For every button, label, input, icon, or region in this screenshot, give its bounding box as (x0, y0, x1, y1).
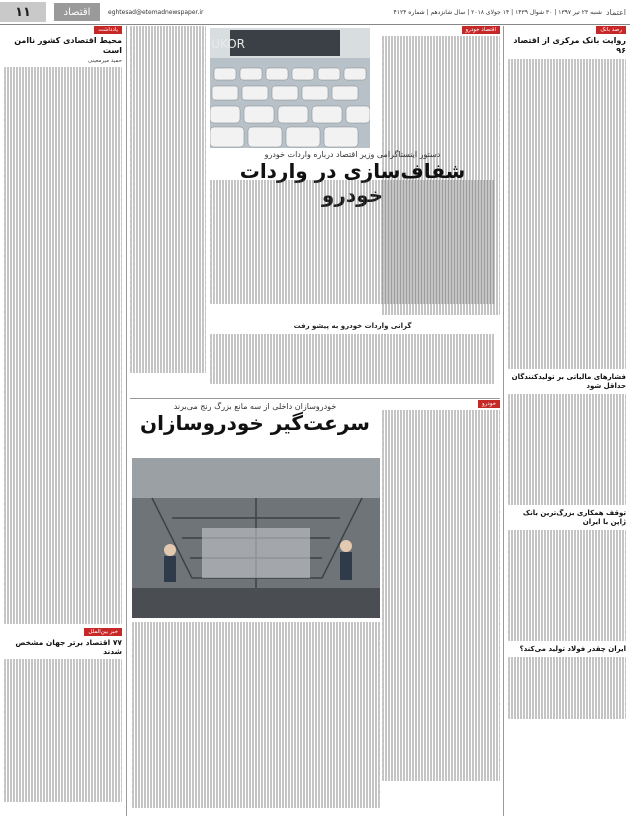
left-bottom-headline: ۷۷ اقتصاد برتر جهان مشخص شدند (15, 638, 122, 657)
cars-photo (210, 28, 370, 148)
masthead (0, 0, 630, 25)
article-body (508, 530, 626, 641)
dateline: شنبه ۲۳ تیر ۱۳۹۷ | ۳۰ شوال ۱۴۳۹ | ۱۴ جولای ۲۰۱۸ | سال شانزدهم | شماره ۴۱۲۴ (393, 8, 602, 16)
right-column-headline: روایت بانک مرکزی از اقتصاد ۹۶ (513, 36, 626, 56)
car-makers-kicker: خودروسازان داخلی از سه مانع بزرگ رنج می‌برند (173, 402, 337, 411)
car-import-kicker: دستور اینستاگرامی وزیر اقتصاد درباره واردات خودرو (264, 150, 441, 159)
newspaper-logo: اعتماد (605, 7, 626, 17)
column-divider (126, 26, 127, 816)
car-import-body (210, 180, 495, 320)
middle-bottom-tag: خودرو (478, 400, 500, 408)
article-body (4, 67, 122, 624)
car-makers-body (132, 622, 380, 812)
car-factory-photo (132, 458, 380, 618)
section-title: اقتصاد (54, 3, 100, 21)
left-bottom-tag: خبر بین‌الملل (84, 628, 122, 636)
section-email: eghtesad@etemadnewspaper.ir (108, 8, 204, 16)
car-makers-headline-block (130, 402, 380, 435)
car-import-headline: شفاف‌سازی در واردات خودرو (239, 159, 466, 207)
middle-left-article (130, 26, 206, 396)
right-column-tag: رصد بانک (596, 26, 626, 34)
car-makers-article-right (382, 400, 500, 810)
car-makers-headline: سرعت‌گیر خودروسازان (140, 411, 370, 435)
section-divider (130, 398, 500, 399)
car-price-banner: گرانی واردات خودرو به پیشو رفت (293, 322, 412, 330)
right-column-headline-2: توقف همکاری بزرگ‌ترین بانک ژاپن با ایران (522, 508, 626, 526)
svg-text:UKOR: UKOR (211, 37, 245, 51)
right-column-headline-3: ایران چقدر فولاد تولید می‌کند؟ (519, 645, 626, 654)
left-column-headline: محیط اقتصادی کشور ناامن است (14, 36, 122, 56)
article-body (508, 657, 626, 719)
middle-top-tag: اقتصاد خودرو (462, 26, 500, 34)
column-divider (503, 26, 504, 816)
article-body (508, 394, 626, 505)
article-body (508, 59, 626, 368)
article-body (4, 659, 122, 801)
left-column-tag: یادداشت (94, 26, 122, 34)
author-name: حمید میر‌معینی (87, 58, 122, 65)
banner-body (210, 334, 495, 394)
left-column (4, 26, 122, 816)
right-column (508, 26, 626, 816)
page-number: ۱۱ (0, 2, 46, 22)
right-column-mid-headline: فشارهای مالیاتی بر تولیدکنندگان حداقل شود (511, 372, 626, 390)
